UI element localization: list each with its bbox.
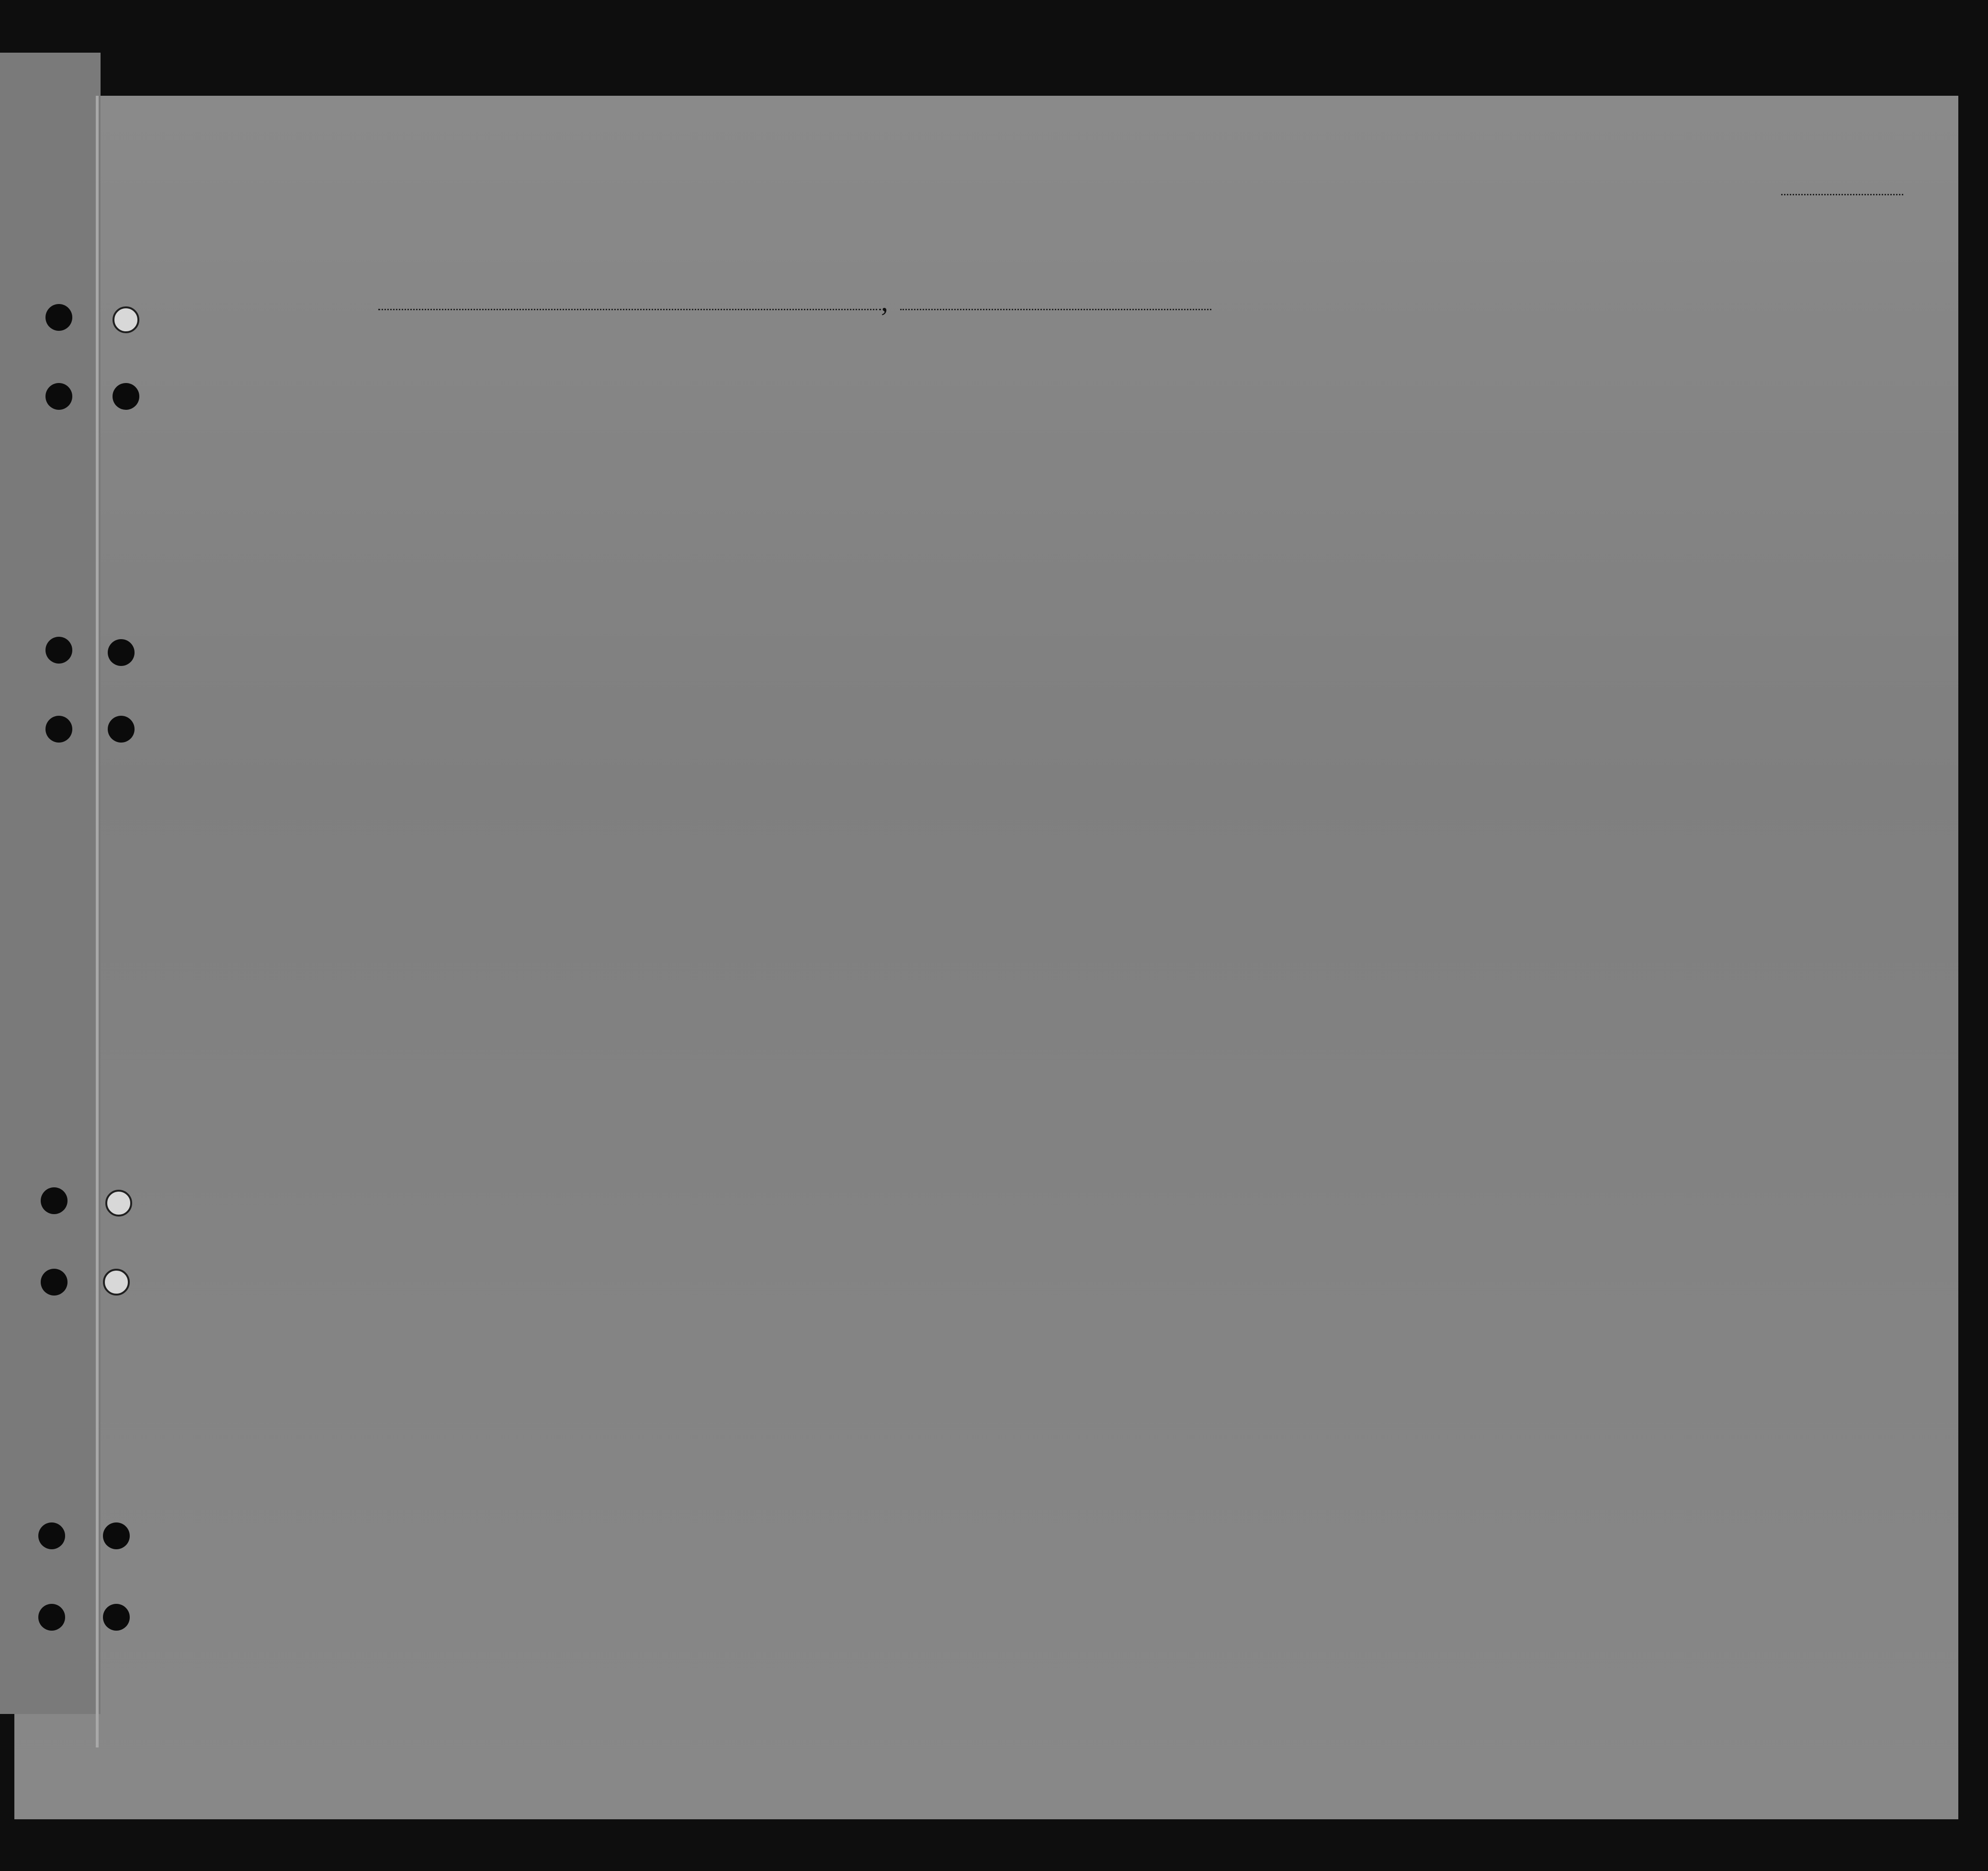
binder-hole bbox=[113, 383, 139, 410]
binder-hole bbox=[41, 1269, 68, 1296]
header-purpose-citizen bbox=[1257, 412, 1286, 505]
binder-hole bbox=[108, 716, 135, 743]
header-purpose-return bbox=[1186, 412, 1220, 505]
header-ticket bbox=[615, 378, 639, 505]
binder-hole bbox=[103, 1269, 130, 1296]
header-anarchist bbox=[1362, 373, 1381, 505]
header-inches bbox=[1666, 474, 1685, 503]
separator-comma: , bbox=[881, 285, 888, 317]
header-purpose-length bbox=[1223, 412, 1252, 505]
binder-hole bbox=[108, 639, 135, 666]
binder-hole bbox=[45, 716, 72, 743]
header-deported bbox=[1501, 373, 1523, 505]
header-possession-50 bbox=[735, 376, 761, 505]
binder-hole bbox=[103, 1522, 130, 1549]
header-prison bbox=[1293, 373, 1333, 505]
binder-hole bbox=[45, 304, 72, 331]
month-line bbox=[900, 309, 1211, 310]
binder-hole bbox=[38, 1604, 65, 1631]
binder-hole bbox=[103, 1604, 130, 1631]
port-line bbox=[378, 309, 881, 310]
header-excluded bbox=[1477, 373, 1499, 505]
previous-page-strip bbox=[0, 53, 101, 1714]
header-overthrow bbox=[1386, 373, 1446, 505]
binder-hole bbox=[41, 1187, 68, 1214]
binder-hole bbox=[113, 306, 139, 333]
binder-hole bbox=[45, 383, 72, 410]
page-edge bbox=[96, 96, 99, 1747]
binder-hole bbox=[45, 637, 72, 664]
header-polygamist bbox=[1338, 373, 1357, 505]
binder-hole bbox=[38, 1522, 65, 1549]
manifest-sheet bbox=[14, 96, 1958, 1819]
binder-hole bbox=[105, 1190, 132, 1217]
list-number-line bbox=[1781, 194, 1903, 195]
header-labor-offer bbox=[1439, 373, 1477, 505]
